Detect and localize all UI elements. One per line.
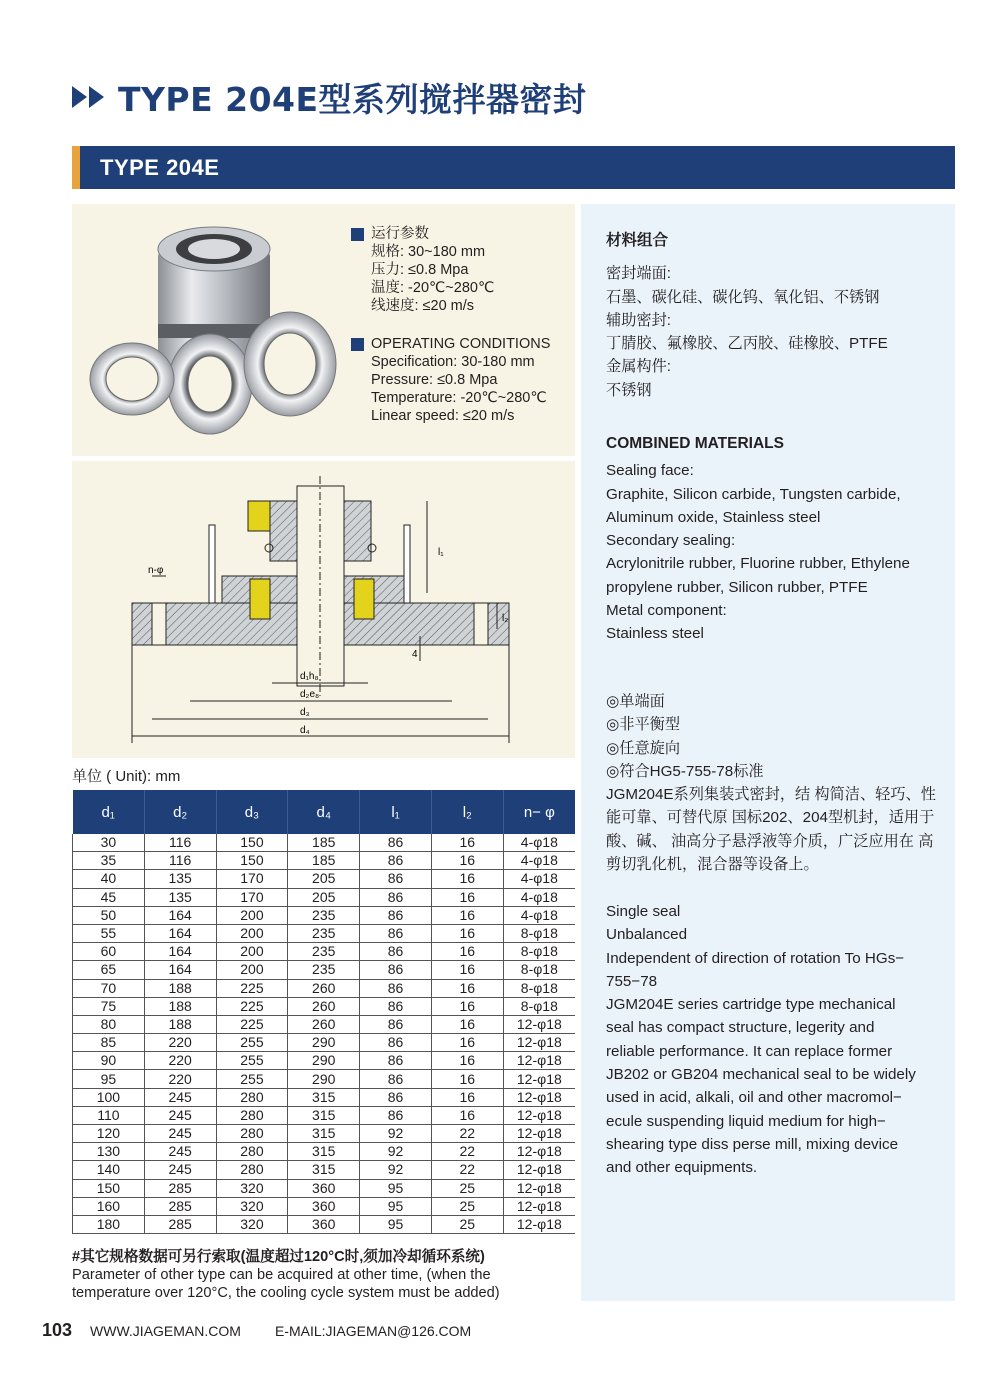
product-photo (72, 204, 352, 456)
table-cell: 150 (73, 1179, 145, 1197)
table-cell: 86 (360, 961, 432, 979)
table-row (73, 924, 576, 942)
table-cell: 116 (144, 834, 216, 852)
table-cell: 12-φ18 (503, 1106, 575, 1124)
table-cell: 4-φ18 (503, 888, 575, 906)
table-cell: 120 (73, 1125, 145, 1143)
feature-description-cn: JGM204E系列集装式密封，结 构简洁、轻巧、性 能可靠、可替代原 国标202、204型机封，适用于 酸、碱、 油高分子悬浮液等介质，广泛应用在 高 剪切乳化机，混合器等设备上。 (606, 786, 936, 874)
table-row (73, 1215, 576, 1233)
table-cell: 86 (360, 888, 432, 906)
table-cell: 12-φ18 (503, 1088, 575, 1106)
dimension-table (72, 790, 575, 1234)
operating-specs (351, 225, 550, 425)
materials-cn (606, 229, 888, 402)
material-line: Acrylonitrile rubber, Fluorine rubber, Ethylene (606, 555, 910, 573)
table-cell: 315 (288, 1088, 360, 1106)
table-cell: 16 (431, 1070, 503, 1088)
table-cell: 290 (288, 1052, 360, 1070)
table-cell: 245 (144, 1106, 216, 1124)
table-cell: 280 (216, 1125, 288, 1143)
table-cell: 35 (73, 852, 145, 870)
materials-en-heading: COMBINED MATERIALS (606, 435, 784, 452)
table-cell: 86 (360, 1034, 432, 1052)
email-link[interactable]: E-MAIL:JIAGEMAN@126.COM (274, 1323, 472, 1339)
table-cell: 235 (288, 943, 360, 961)
table-row (73, 834, 576, 852)
table-body (73, 834, 576, 1234)
dim-label-d3: d₃ (300, 707, 310, 718)
table-cell: 150 (216, 852, 288, 870)
website-link[interactable]: WWW.JIAGEMAN.COM (90, 1323, 241, 1339)
table-cell: 260 (288, 979, 360, 997)
table-cell: 86 (360, 1015, 432, 1033)
table-cell: 92 (360, 1125, 432, 1143)
section-banner (72, 146, 955, 189)
table-cell: 86 (360, 1088, 432, 1106)
table-cell: 320 (216, 1197, 288, 1215)
table-row (73, 1197, 576, 1215)
material-line: 石墨、碳化硅、碳化钨、氧化铝、不锈钢 (606, 288, 880, 306)
spec-line: Linear speed: ≤20 m/s (371, 408, 515, 424)
table-cell: 225 (216, 979, 288, 997)
table-cell: 86 (360, 943, 432, 961)
table-cell: 164 (144, 943, 216, 961)
table-cell: 164 (144, 961, 216, 979)
table-cell: 25 (431, 1197, 503, 1215)
table-cell: 140 (73, 1161, 145, 1179)
specs-en-heading: OPERATING CONDITIONS (371, 336, 551, 352)
table-cell: 95 (360, 1197, 432, 1215)
table-cell: 16 (431, 852, 503, 870)
table-cell: 22 (431, 1161, 503, 1179)
table-row (73, 1052, 576, 1070)
table-cell: 188 (144, 979, 216, 997)
table-cell: 320 (216, 1179, 288, 1197)
table-cell: 220 (144, 1070, 216, 1088)
table-cell: 60 (73, 943, 145, 961)
table-cell: 95 (360, 1215, 432, 1233)
table-cell: 315 (288, 1161, 360, 1179)
footnote-cn: #其它规格数据可另行索取(温度超过120°C时,须加冷却循环系统) (72, 1249, 485, 1265)
table-row (73, 1161, 576, 1179)
table-cell: 180 (73, 1215, 145, 1233)
materials-cn-heading: 材料组合 (606, 232, 669, 249)
table-cell: 75 (73, 997, 145, 1015)
material-line: Graphite, Silicon carbide, Tungsten carbide, (606, 485, 901, 503)
table-cell: 16 (431, 1034, 503, 1052)
material-line: Metal component: (606, 602, 727, 620)
column-header: n− φ (503, 790, 575, 834)
table-cell: 12-φ18 (503, 1015, 575, 1033)
table-cell: 260 (288, 997, 360, 1015)
table-row (73, 1125, 576, 1143)
table-cell: 86 (360, 870, 432, 888)
table-cell: 12-φ18 (503, 1070, 575, 1088)
table-row (73, 870, 576, 888)
feature-description-en: JGM204E series cartridge type mechanical seal has compact structure, legerity and reliable performance. It can replace former JB202 or GB204 mechanical seal to be widely used in acid, alkali, oil and other macromol− ecule suspending liquid medium for high− shearing type diss perse mill, mixing device and other equipments. (606, 996, 916, 1177)
table-cell: 164 (144, 924, 216, 942)
dim-label-l1: l₁ (438, 547, 444, 558)
spec-line: 线速度: ≤20 m/s (371, 298, 475, 314)
material-line: Stainless steel (606, 625, 704, 643)
table-cell: 30 (73, 834, 145, 852)
table-cell: 245 (144, 1143, 216, 1161)
table-cell: 280 (216, 1161, 288, 1179)
table-row (73, 1070, 576, 1088)
table-cell: 315 (288, 1106, 360, 1124)
material-line: 不锈钢 (606, 381, 652, 399)
table-cell: 86 (360, 906, 432, 924)
technical-drawing (72, 461, 575, 758)
unit-label: 单位 ( Unit): mm (72, 768, 181, 785)
table-cell: 16 (431, 834, 503, 852)
table-row (73, 961, 576, 979)
table-cell: 285 (144, 1215, 216, 1233)
table-row (73, 852, 576, 870)
table-cell: 50 (73, 906, 145, 924)
feature-line: ◎非平衡型 (606, 716, 681, 734)
table-cell: 86 (360, 997, 432, 1015)
table-cell: 12-φ18 (503, 1052, 575, 1070)
table-cell: 95 (73, 1070, 145, 1088)
table-cell: 65 (73, 961, 145, 979)
table-row (73, 888, 576, 906)
material-line: 金属构件: (606, 358, 671, 376)
table-cell: 4-φ18 (503, 834, 575, 852)
table-cell: 245 (144, 1161, 216, 1179)
table-cell: 16 (431, 979, 503, 997)
table-cell: 90 (73, 1052, 145, 1070)
table-cell: 200 (216, 924, 288, 942)
table-cell: 80 (73, 1015, 145, 1033)
table-cell: 16 (431, 924, 503, 942)
table-cell: 16 (431, 906, 503, 924)
table-cell: 100 (73, 1088, 145, 1106)
table-cell: 290 (288, 1034, 360, 1052)
table-cell: 185 (288, 834, 360, 852)
table-cell: 170 (216, 870, 288, 888)
table-cell: 16 (431, 961, 503, 979)
dim-label-d4: d₄ (300, 725, 310, 736)
table-row (73, 1106, 576, 1124)
table-cell: 185 (288, 852, 360, 870)
spec-line: 规格: 30~180 mm (371, 244, 486, 260)
table-cell: 360 (288, 1179, 360, 1197)
table-cell: 70 (73, 979, 145, 997)
square-bullet-icon (351, 228, 364, 241)
table-cell: 205 (288, 870, 360, 888)
column-header: d₃ (216, 790, 288, 834)
materials-en (606, 432, 910, 646)
table-cell: 22 (431, 1125, 503, 1143)
spec-line: 压力: ≤0.8 Mpa (371, 262, 469, 278)
table-cell: 4-φ18 (503, 870, 575, 888)
dim-label-d1: d₁h₈ (300, 671, 319, 682)
table-cell: 245 (144, 1125, 216, 1143)
table-cell: 16 (431, 1106, 503, 1124)
table-cell: 170 (216, 888, 288, 906)
table-cell: 135 (144, 888, 216, 906)
table-cell: 12-φ18 (503, 1125, 575, 1143)
double-chevron-icon (72, 86, 106, 108)
table-cell: 188 (144, 1015, 216, 1033)
table-cell: 12-φ18 (503, 1197, 575, 1215)
column-header: d₄ (288, 790, 360, 834)
table-cell: 220 (144, 1052, 216, 1070)
banner-accent (72, 146, 80, 189)
table-cell: 130 (73, 1143, 145, 1161)
table-cell: 200 (216, 943, 288, 961)
table-cell: 315 (288, 1125, 360, 1143)
spec-line: Specification: 30-180 mm (371, 354, 535, 370)
table-cell: 245 (144, 1088, 216, 1106)
page-footer (42, 1320, 471, 1341)
table-cell: 8-φ18 (503, 997, 575, 1015)
spec-line: Pressure: ≤0.8 Mpa (371, 372, 498, 388)
column-header: l₁ (360, 790, 432, 834)
specs-cn-heading: 运行参数 (371, 226, 429, 242)
material-line: Sealing face: (606, 462, 694, 480)
table-row (73, 1088, 576, 1106)
table-cell: 116 (144, 852, 216, 870)
table-cell: 255 (216, 1070, 288, 1088)
column-header: d₂ (144, 790, 216, 834)
table-cell: 40 (73, 870, 145, 888)
table-cell: 86 (360, 852, 432, 870)
table-cell: 225 (216, 997, 288, 1015)
table-cell: 220 (144, 1034, 216, 1052)
table-cell: 92 (360, 1143, 432, 1161)
features-cn (606, 690, 936, 876)
table-row (73, 906, 576, 924)
table-cell: 164 (144, 906, 216, 924)
table-row (73, 1179, 576, 1197)
feature-line: ◎单端面 (606, 693, 665, 710)
spec-line: Temperature: -20℃~280℃ (371, 390, 547, 406)
table-cell: 8-φ18 (503, 924, 575, 942)
dim-label-n-phi: n-φ (148, 565, 164, 576)
table-row (73, 997, 576, 1015)
table-cell: 135 (144, 870, 216, 888)
table-cell: 86 (360, 1106, 432, 1124)
table-header-row (73, 790, 576, 834)
footnote-en-line: temperature over 120°C, the cooling cycle system must be added) (72, 1285, 500, 1301)
table-cell: 280 (216, 1143, 288, 1161)
material-line: 辅助密封: (606, 311, 671, 329)
table-cell: 12-φ18 (503, 1179, 575, 1197)
table-cell: 16 (431, 888, 503, 906)
table-cell: 86 (360, 1052, 432, 1070)
table-cell: 92 (360, 1161, 432, 1179)
table-cell: 110 (73, 1106, 145, 1124)
table-cell: 205 (288, 888, 360, 906)
table-cell: 160 (73, 1197, 145, 1215)
table-row (73, 943, 576, 961)
table-cell: 45 (73, 888, 145, 906)
table-cell: 255 (216, 1034, 288, 1052)
feature-line: ◎符合HG5-755-78标准 (606, 762, 764, 780)
table-cell: 285 (144, 1197, 216, 1215)
table-cell: 55 (73, 924, 145, 942)
footnote-en-line: Parameter of other type can be acquired at other time, (when the (72, 1267, 491, 1283)
table-cell: 16 (431, 943, 503, 961)
feature-line: ◎任意旋向 (606, 739, 681, 757)
technical-drawing-panel (72, 461, 575, 758)
feature-line: Single seal (606, 903, 681, 920)
banner-title: TYPE 204E (100, 155, 220, 180)
table-cell: 12-φ18 (503, 1143, 575, 1161)
footnote (72, 1248, 500, 1302)
table-cell: 8-φ18 (503, 943, 575, 961)
table-cell: 12-φ18 (503, 1215, 575, 1233)
table-cell: 8-φ18 (503, 961, 575, 979)
table-cell: 16 (431, 1088, 503, 1106)
page-number: 103 (42, 1320, 73, 1340)
dim-label-l2: l₂ (502, 613, 509, 624)
table-cell: 315 (288, 1143, 360, 1161)
table-cell: 4-φ18 (503, 906, 575, 924)
table-cell: 95 (360, 1179, 432, 1197)
table-cell: 235 (288, 961, 360, 979)
table-cell: 320 (216, 1215, 288, 1233)
material-line: propylene rubber, Silicon rubber, PTFE (606, 578, 868, 596)
table-cell: 280 (216, 1106, 288, 1124)
table-cell: 25 (431, 1179, 503, 1197)
table-cell: 260 (288, 1015, 360, 1033)
spec-line: 温度: -20℃~280℃ (371, 280, 495, 296)
table-row (73, 1015, 576, 1033)
dim-label-4: 4 (412, 649, 418, 660)
table-cell: 16 (431, 1052, 503, 1070)
dim-label-d2: d₂e₈ (300, 689, 320, 700)
table-cell: 200 (216, 906, 288, 924)
table-cell: 235 (288, 924, 360, 942)
table-cell: 16 (431, 1015, 503, 1033)
table-cell: 188 (144, 997, 216, 1015)
table-row (73, 979, 576, 997)
material-line: Secondary sealing: (606, 532, 736, 550)
table-cell: 8-φ18 (503, 979, 575, 997)
table-cell: 25 (431, 1215, 503, 1233)
table-cell: 22 (431, 1143, 503, 1161)
table-cell: 360 (288, 1215, 360, 1233)
table-cell: 12-φ18 (503, 1034, 575, 1052)
feature-line: Independent of direction of rotation To HGs− (606, 949, 905, 967)
column-header: l₂ (431, 790, 503, 834)
table-cell: 16 (431, 997, 503, 1015)
feature-line: Unbalanced (606, 926, 688, 944)
table-cell: 4-φ18 (503, 852, 575, 870)
page-title: TYPE 204E型系列搅拌器密封 (118, 79, 587, 119)
table-cell: 255 (216, 1052, 288, 1070)
table-cell: 285 (144, 1179, 216, 1197)
table-cell: 86 (360, 834, 432, 852)
table-cell: 235 (288, 906, 360, 924)
table-cell: 16 (431, 870, 503, 888)
table-row (73, 1034, 576, 1052)
table-cell: 200 (216, 961, 288, 979)
table-cell: 150 (216, 834, 288, 852)
column-header: d₁ (73, 790, 145, 834)
table-cell: 12-φ18 (503, 1161, 575, 1179)
table-cell: 225 (216, 1015, 288, 1033)
table-cell: 86 (360, 1070, 432, 1088)
table-cell: 86 (360, 979, 432, 997)
square-bullet-icon (351, 338, 364, 351)
feature-line: 755−78 (606, 972, 658, 990)
table-row (73, 1143, 576, 1161)
features-en (606, 900, 916, 1180)
page-title-block (72, 72, 587, 122)
material-line: Aluminum oxide, Stainless steel (606, 508, 821, 526)
material-line: 丁腈胶、氟橡胶、乙丙胶、硅橡胶、PTFE (606, 335, 888, 353)
table-cell: 360 (288, 1197, 360, 1215)
table-cell: 86 (360, 924, 432, 942)
table-cell: 280 (216, 1088, 288, 1106)
table-cell: 85 (73, 1034, 145, 1052)
material-line: 密封端面: (606, 265, 671, 283)
table-cell: 290 (288, 1070, 360, 1088)
